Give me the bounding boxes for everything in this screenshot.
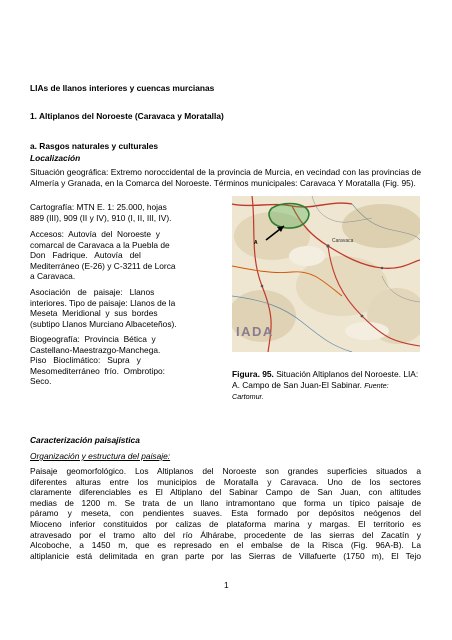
text-line: altiplanicie está delimitada en gran parte por las Sierras de Villafuerte (1750 m), El Tejo xyxy=(30,550,421,561)
svg-text:A: A xyxy=(254,240,258,246)
figure-caption-label: Figura. 95. xyxy=(232,369,274,380)
situacion-paragraph: Situación geográfica: Extremo noroccidental de la provincia de Murcia, en vecindad con las provincias de Almería y Granada, en la Comarca del Noroeste. Términos municipales: Caravaca Y Moratalla (Fig. 95). xyxy=(30,167,421,188)
text-line: interiores. Tipo de paisaje: Llanos de la xyxy=(30,297,176,308)
text-line: a Caravaca. xyxy=(30,271,76,282)
map-town-label: Caravaca xyxy=(332,238,354,244)
text-line: páramo y meseta, con pendientes suaves. Esta formado por depósitos neógenos del xyxy=(30,508,421,519)
location-map xyxy=(232,196,420,352)
text-line: Alcoboche, a 1450 m, que es represado en el embalse de la Risca (Fig. 96A-B). La xyxy=(30,540,421,551)
text-line: Meseta Meridional y sus bordes xyxy=(30,308,158,319)
text-line: Paisaje geomorfológico. Los Altiplanos del Noroeste son grandes superficies situados a xyxy=(30,466,421,476)
figure-source: Fuente: Cartomur. xyxy=(232,380,389,402)
map-region-label: IADA xyxy=(236,324,274,339)
text-line: comarcal de Caravaca a la Puebla de xyxy=(30,239,170,250)
text-line: (subtipo Llanos Murciano Albaceteños). xyxy=(30,318,177,329)
caracterizacion-heading: Caracterización paisajística xyxy=(30,435,140,445)
text-line: claramente diferenciables es El Altiplano del Sabinar Campo de San Juan, con altitudes xyxy=(30,487,421,498)
text-line: Don Fadrique. Autovía del xyxy=(30,250,141,261)
text-line: Asociación de paisaje: Llanos xyxy=(30,287,155,297)
text-line: medias de 1200 m. Se trata de un llano intramontano que forma un típico paisaje de xyxy=(30,497,421,508)
text-line: Mediterráneo (E-26) y C-3211 de Lorca xyxy=(30,260,176,271)
organizacion-subheading: Organización y estructura del paisaje: xyxy=(30,451,171,461)
text-line: diferentes alturas entre los municipios de Moratalla y Caravaca. Uno de los sectores xyxy=(30,476,421,487)
subsection-heading: a. Rasgos naturales y culturales xyxy=(30,141,159,151)
text-line: Castellano-Maestrazgo-Manchega. xyxy=(30,344,161,355)
figure-caption-text-2: A. Campo de San Juan-El Sabinar. xyxy=(232,379,365,390)
text-line: Biogeografía: Provincia Bética y xyxy=(30,334,156,344)
text-line: Mesomediterráneo frío. Ombrotipo: xyxy=(30,365,165,376)
figure-caption-text: Situación Altiplanos del Noroeste. LIA: xyxy=(273,369,419,380)
text-line: Seco. xyxy=(30,376,52,387)
section-heading: 1. Altiplanos del Noroeste (Caravaca y Moratalla) xyxy=(30,111,224,121)
text-line: 889 (III), 909 (II y IV), 910 (I, II, III, IV). xyxy=(30,212,172,223)
text-line: Cartografía: MTN E. 1: 25.000, hojas xyxy=(30,202,167,212)
figure-caption xyxy=(232,369,420,402)
text-line: Mioceno inferior constituidos por calizas de plataforma marina y margas. El territorio es xyxy=(30,519,421,529)
text-line: atravesado por el tramo alto del río Álhárabe, procedente de las sierras del Zacatín y xyxy=(30,529,421,540)
localizacion-heading: Localización xyxy=(30,153,81,163)
text-line: Accesos: Autovía del Noroeste y xyxy=(30,229,160,239)
text-line: Piso Bioclimático: Supra y xyxy=(30,355,141,366)
main-title: LIAs de llanos interiores y cuencas murcianas xyxy=(30,83,215,93)
page-number: 1 xyxy=(224,580,229,590)
